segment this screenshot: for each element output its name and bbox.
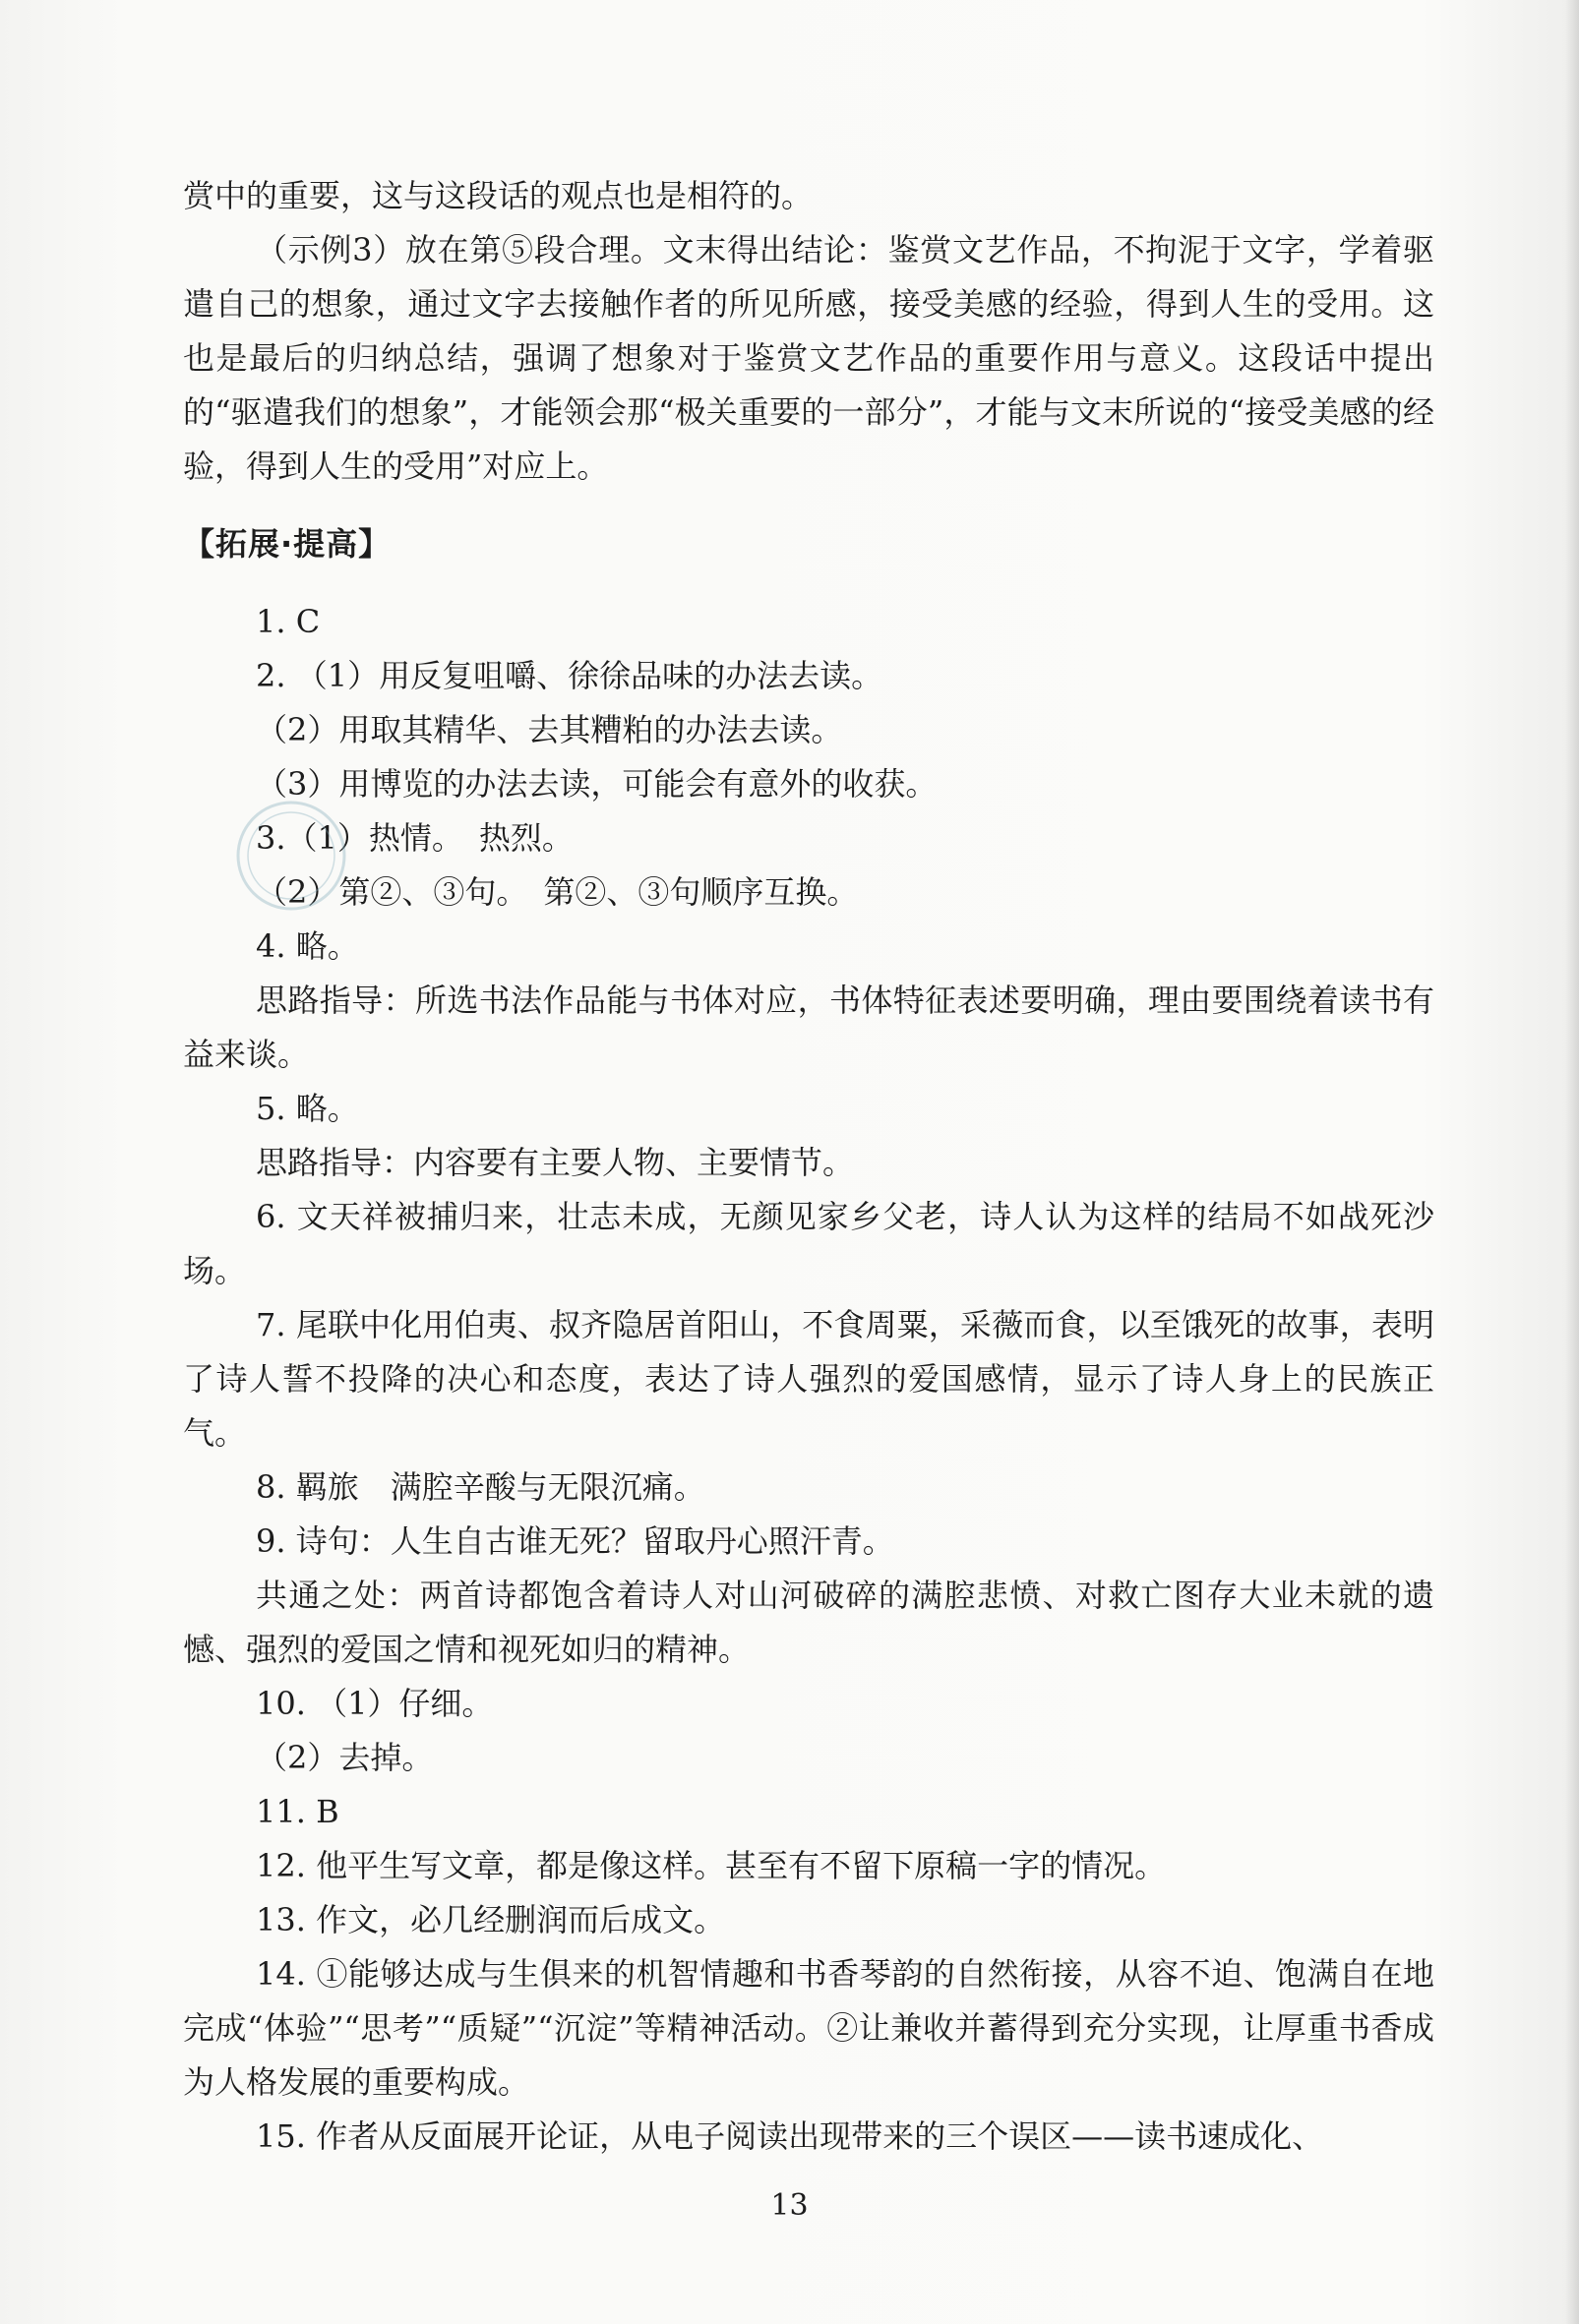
- page-number: 13: [770, 2188, 809, 2223]
- document-body: [183, 169, 1434, 2164]
- answer-item: 7. 尾联中化用伯夷、叔齐隐居首阳山，不食周粟，采薇而食，以至饿死的故事，表明了诗人誓不投降的决心和态度，表达了诗人强烈的爱国感情，显示了诗人身上的民族正气。: [183, 1306, 1434, 1452]
- answer-item: 思路指导：所选书法作品能与书体对应，书体特征表述要明确，理由要围绕着读书有益来谈。: [183, 982, 1434, 1073]
- answer-item: 9. 诗句：人生自古谁无死？留取丹心照汗青。: [256, 1522, 894, 1560]
- answer-item: 11. B: [256, 1793, 339, 1830]
- page-edge-shadow: [1565, 0, 1579, 2324]
- answer-item: 思路指导：内容要有主要人物、主要情节。: [256, 1144, 855, 1181]
- answer-item: 2. （1）用反复咀嚼、徐徐品味的办法去读。: [256, 657, 883, 694]
- answer-item: 5. 略。: [256, 1090, 359, 1127]
- answer-item: 6. 文天祥被捕归来，壮志未成，无颜见家乡父老，诗人认为这样的结局不如战死沙场。: [183, 1198, 1434, 1289]
- answer-item: （2）去掉。: [256, 1739, 434, 1776]
- answer-item: 15. 作者从反面展开论证，从电子阅读出现带来的三个误区——读书速成化、: [256, 2117, 1324, 2155]
- answer-item: 3.（1）热情。 热烈。: [256, 819, 574, 857]
- answer-item: （2）用取其精华、去其糟粕的办法去读。: [256, 711, 843, 748]
- answer-item: 14. ①能够达成与生俱来的机智情趣和书香琴韵的自然衔接，从容不迫、饱满自在地完成“体验”“思考”“质疑”“沉淀”等精神活动。②让兼收并蓄得到充分实现，让厚重书香成为人格发展的重要构成。: [183, 1955, 1434, 2101]
- answer-item: （2）第②、③句。 第②、③句顺序互换。: [256, 873, 859, 911]
- answer-item: 1. C: [256, 603, 321, 640]
- answer-item: 13. 作文，必几经删润而后成文。: [256, 1901, 726, 1938]
- paragraph: 赏中的重要，这与这段话的观点也是相符的。: [183, 177, 814, 214]
- answer-item: （3）用博览的办法去读，可能会有意外的收获。: [256, 765, 938, 803]
- answer-item: 4. 略。: [256, 927, 359, 965]
- section-heading: 【拓展·提高】: [183, 525, 392, 563]
- watermark-seal: [232, 797, 350, 915]
- answer-item: 共通之处：两首诗都饱含着诗人对山河破碎的满腔悲愤、对救亡图存大业未就的遗憾、强烈的爱国之情和视死如归的精神。: [183, 1577, 1434, 1668]
- answer-item: 8. 羁旅 满腔辛酸与无限沉痛。: [256, 1468, 705, 1506]
- answer-item: 10. （1）仔细。: [256, 1685, 494, 1722]
- paragraph: （示例3）放在第⑤段合理。文末得出结论：鉴赏文艺作品，不拘泥于文字，学着驱遣自己的想象，通过文字去接触作者的所见所感，接受美感的经验，得到人生的受用。这也是最后的归纳总结，强调了想象对于鉴赏文艺作品的重要作用与意义。这段话中提出的“驱遣我们的想象”，才能领会那“极关重要的一部分”，才能与文末所说的“接受美感的经验，得到人生的受用”对应上。: [183, 231, 1434, 485]
- answer-item: 12. 他平生写文章，都是像这样。甚至有不留下原稿一字的情况。: [256, 1847, 1167, 1884]
